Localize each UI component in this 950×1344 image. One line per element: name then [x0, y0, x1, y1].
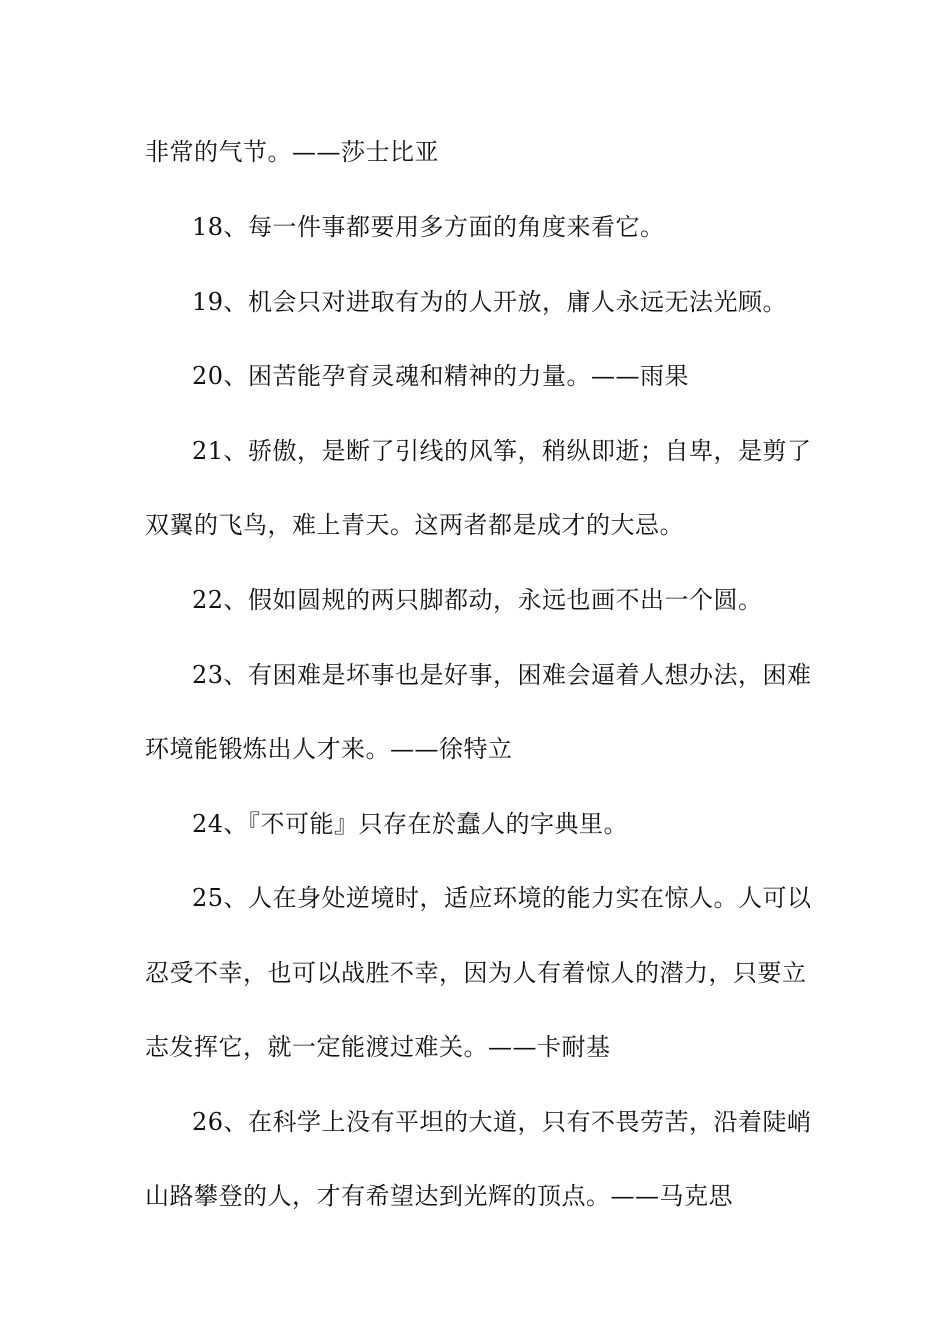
quote-26: 26、在科学上没有平坦的大道，只有不畏劳苦，沿着陡峭 [192, 1108, 812, 1136]
text-line: 非常的气节。——莎士比亚 [145, 138, 439, 166]
quote-23: 23、有困难是坏事也是好事，困难会逼着人想办法，困难 [192, 661, 812, 689]
text-line: 环境能锻炼出人才来。——徐特立 [145, 735, 513, 763]
quote-24: 24、『不可能』只存在於蠢人的字典里。 [192, 810, 629, 838]
quote-19: 19、机会只对进取有为的人开放，庸人永远无法光顾。 [192, 288, 788, 316]
text-line: 志发挥它，就一定能渡过难关。——卡耐基 [145, 1033, 611, 1061]
quote-21: 21、骄傲，是断了引线的风筝，稍纵即逝；自卑，是剪了 [192, 437, 812, 465]
quote-22: 22、假如圆规的两只脚都动，永远也画不出一个圆。 [192, 586, 763, 614]
text-line: 忍受不幸，也可以战胜不幸，因为人有着惊人的潜力，只要立 [145, 959, 807, 987]
quote-20: 20、困苦能孕育灵魂和精神的力量。——雨果 [192, 362, 690, 390]
quote-25: 25、人在身处逆境时，适应环境的能力实在惊人。人可以 [192, 884, 812, 912]
text-line: 双翼的飞鸟，难上青天。这两者都是成才的大忌。 [145, 511, 684, 539]
text-line: 山路攀登的人，才有希望达到光辉的顶点。——马克思 [145, 1182, 733, 1210]
quote-18: 18、每一件事都要用多方面的角度来看它。 [192, 213, 665, 241]
